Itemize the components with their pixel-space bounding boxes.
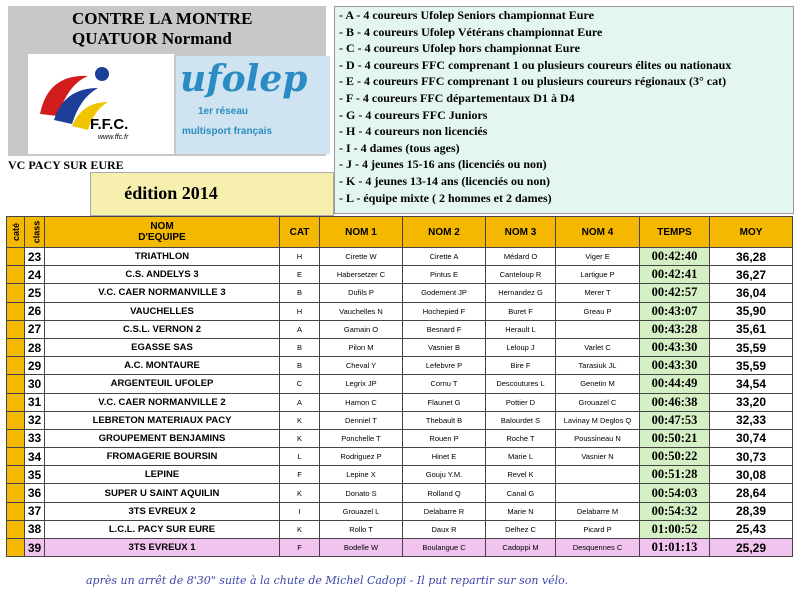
- cell-class: 30: [25, 375, 45, 393]
- cell-nom3: Marie L: [486, 448, 556, 466]
- cell-cat: F: [280, 539, 320, 557]
- cell-nom3: Herault L: [486, 320, 556, 338]
- cell-nom2: Thebault B: [403, 411, 486, 429]
- cell-nom3: Revel K: [486, 466, 556, 484]
- cell-temps: 01:01:13: [640, 539, 710, 557]
- category-item: - H - 4 coureurs non licenciés: [339, 124, 488, 139]
- cell-nom1: Habersetzer C: [320, 266, 403, 284]
- cell-moy: 36,04: [710, 284, 793, 302]
- cell-class: 39: [25, 539, 45, 557]
- cell-nom3: Canteloup R: [486, 266, 556, 284]
- cell-cate: [7, 520, 25, 538]
- cell-team: 3TS EVREUX 2: [45, 502, 280, 520]
- category-item: - G - 4 coureurs FFC Juniors: [339, 107, 488, 122]
- cell-nom3: Roche T: [486, 429, 556, 447]
- table-row: [7, 484, 793, 502]
- cell-class: 25: [25, 284, 45, 302]
- cell-temps: 00:43:30: [640, 357, 710, 375]
- cell-moy: 36,28: [710, 248, 793, 266]
- cell-team: V.C. CAER NORMANVILLE 3: [45, 284, 280, 302]
- category-item: - F - 4 coureurs FFC départementaux D1 à D4: [339, 90, 575, 105]
- cell-class: 33: [25, 429, 45, 447]
- title-line-1: CONTRE LA MONTRE: [72, 9, 253, 28]
- cell-nom1: Cirette W: [320, 248, 403, 266]
- cell-nom4: Poussineau N: [556, 429, 640, 447]
- header-class: class: [25, 217, 45, 248]
- cell-cat: B: [280, 338, 320, 356]
- table-row: [7, 266, 793, 284]
- cell-team: FROMAGERIE BOURSIN: [45, 448, 280, 466]
- cell-moy: 25,29: [710, 539, 793, 557]
- cell-nom1: Rodriguez P: [320, 448, 403, 466]
- cell-team: V.C. CAER NORMANVILLE 2: [45, 393, 280, 411]
- cell-nom2: Hinet E: [403, 448, 486, 466]
- cell-nom2: Flaunet G: [403, 393, 486, 411]
- cell-team: C.S.L. VERNON 2: [45, 320, 280, 338]
- cell-moy: 35,59: [710, 357, 793, 375]
- cell-nom1: Lepine X: [320, 466, 403, 484]
- cell-nom1: Denniel T: [320, 411, 403, 429]
- ffc-url: www.ffc.fr: [98, 134, 129, 141]
- cell-cate: [7, 375, 25, 393]
- cell-class: 24: [25, 266, 45, 284]
- category-item: - I - 4 dames (tous ages): [339, 140, 460, 155]
- table-header-row: [7, 217, 793, 248]
- cell-nom4: Lavinay M Deglos Q: [556, 411, 640, 429]
- category-item: - K - 4 jeunes 13-14 ans (licenciés ou non): [339, 173, 550, 188]
- cell-nom4: Grouazel C: [556, 393, 640, 411]
- page-title: [72, 9, 252, 49]
- cell-nom4: Greau P: [556, 302, 640, 320]
- cell-cate: [7, 448, 25, 466]
- cell-cate: [7, 429, 25, 447]
- header-cate: caté: [7, 217, 25, 248]
- category-item: - E - 4 coureurs FFC comprenant 1 ou plusieurs coureurs régionaux (3° cat): [339, 74, 727, 89]
- cell-nom1: Legrix JP: [320, 375, 403, 393]
- cell-nom3: Pottier D: [486, 393, 556, 411]
- ufolep-text: ufolep: [180, 58, 308, 100]
- cell-nom1: Hamon C: [320, 393, 403, 411]
- cell-temps: 00:47:53: [640, 411, 710, 429]
- table-row: [7, 338, 793, 356]
- cell-team: TRIATHLON: [45, 248, 280, 266]
- cell-team: C.S. ANDELYS 3: [45, 266, 280, 284]
- cell-nom2: Delabarre R: [403, 502, 486, 520]
- cell-nom2: Hochepied F: [403, 302, 486, 320]
- edition-box: [90, 172, 334, 216]
- ufolep-logo: [176, 56, 330, 154]
- header-temps: TEMPS: [640, 217, 710, 248]
- table-row: [7, 429, 793, 447]
- cell-moy: 30,08: [710, 466, 793, 484]
- cell-nom4: Tarasiuk JL: [556, 357, 640, 375]
- cell-cat: B: [280, 284, 320, 302]
- cell-cat: K: [280, 484, 320, 502]
- table-row: [7, 284, 793, 302]
- cell-nom3: Descoutures L: [486, 375, 556, 393]
- cell-temps: 00:51:28: [640, 466, 710, 484]
- cell-class: 27: [25, 320, 45, 338]
- cell-nom3: Canal G: [486, 484, 556, 502]
- cell-team: LEBRETON MATERIAUX PACY: [45, 411, 280, 429]
- cell-class: 26: [25, 302, 45, 320]
- cell-team: ARGENTEUIL UFOLEP: [45, 375, 280, 393]
- cell-nom2: Gouju Y.M.: [403, 466, 486, 484]
- cell-nom4: Viger E: [556, 248, 640, 266]
- cell-moy: 36,27: [710, 266, 793, 284]
- table-row: [7, 248, 793, 266]
- cell-nom3: Médard O: [486, 248, 556, 266]
- cell-temps: 00:44:49: [640, 375, 710, 393]
- cell-nom4: Genetin M: [556, 375, 640, 393]
- header-nom2: NOM 2: [403, 217, 486, 248]
- cell-moy: 32,33: [710, 411, 793, 429]
- cell-cat: E: [280, 266, 320, 284]
- table-row: [7, 302, 793, 320]
- table-row: [7, 539, 793, 557]
- category-item: - J - 4 jeunes 15-16 ans (licenciés ou non): [339, 157, 547, 172]
- cell-nom1: Pilon M: [320, 338, 403, 356]
- cell-class: 31: [25, 393, 45, 411]
- cell-cat: H: [280, 248, 320, 266]
- table-row: [7, 411, 793, 429]
- cell-cate: [7, 502, 25, 520]
- ufolep-sub-2: multisport français: [182, 126, 273, 137]
- cell-cat: F: [280, 466, 320, 484]
- cell-class: 32: [25, 411, 45, 429]
- cell-nom2: Vasnier B: [403, 338, 486, 356]
- cell-moy: 30,73: [710, 448, 793, 466]
- cell-moy: 35,61: [710, 320, 793, 338]
- header-nom3: NOM 3: [486, 217, 556, 248]
- cell-temps: 00:46:38: [640, 393, 710, 411]
- category-legend: [334, 6, 794, 214]
- cell-nom4: Vasnier N: [556, 448, 640, 466]
- results-table: [6, 216, 793, 557]
- category-item: - A - 4 coureurs Ufolep Seniors championnat Eure: [339, 8, 594, 22]
- cell-temps: 00:43:07: [640, 302, 710, 320]
- cell-moy: 28,64: [710, 484, 793, 502]
- cell-nom3: Hernandez G: [486, 284, 556, 302]
- cell-class: 36: [25, 484, 45, 502]
- cell-class: 28: [25, 338, 45, 356]
- cell-cate: [7, 320, 25, 338]
- cell-nom2: Daux R: [403, 520, 486, 538]
- cell-class: 38: [25, 520, 45, 538]
- cell-nom4: Delabarre M: [556, 502, 640, 520]
- cell-nom4: [556, 320, 640, 338]
- table-row: [7, 357, 793, 375]
- cell-nom2: Besnard F: [403, 320, 486, 338]
- cell-class: 23: [25, 248, 45, 266]
- cell-team: GROUPEMENT BENJAMINS: [45, 429, 280, 447]
- table-row: [7, 502, 793, 520]
- handwritten-footnote: après un arrêt de 8'30" suite à la chute de Michel Cadopi - Il put repartir sur son vélo.: [86, 574, 569, 587]
- ffc-text: F.F.C.: [90, 116, 129, 133]
- cell-nom1: Vauchelles N: [320, 302, 403, 320]
- cell-moy: 35,90: [710, 302, 793, 320]
- cell-nom3: Balourdet S: [486, 411, 556, 429]
- cell-moy: 25,43: [710, 520, 793, 538]
- cell-class: 37: [25, 502, 45, 520]
- header-cat: CAT: [280, 217, 320, 248]
- cell-temps: 00:50:22: [640, 448, 710, 466]
- ffc-logo: [28, 54, 174, 154]
- cell-nom4: Varlet C: [556, 338, 640, 356]
- cell-cate: [7, 284, 25, 302]
- cell-nom3: Leloup J: [486, 338, 556, 356]
- cell-team: VAUCHELLES: [45, 302, 280, 320]
- cell-cat: K: [280, 429, 320, 447]
- cell-team: 3TS EVREUX 1: [45, 539, 280, 557]
- cell-nom4: Picard P: [556, 520, 640, 538]
- cell-nom3: Cadoppi M: [486, 539, 556, 557]
- table-row: [7, 393, 793, 411]
- header-team: NOM D'EQUIPE: [45, 217, 280, 248]
- cell-nom1: Ponchelle T: [320, 429, 403, 447]
- cell-cate: [7, 302, 25, 320]
- cell-nom4: Desquennes C: [556, 539, 640, 557]
- cell-cate: [7, 539, 25, 557]
- cell-cate: [7, 248, 25, 266]
- cell-nom3: Delhez C: [486, 520, 556, 538]
- edition-label: édition 2014: [124, 183, 218, 203]
- cell-moy: 28,39: [710, 502, 793, 520]
- cell-class: 35: [25, 466, 45, 484]
- table-row: [7, 448, 793, 466]
- cell-temps: 00:54:32: [640, 502, 710, 520]
- cell-class: 29: [25, 357, 45, 375]
- cell-temps: 01:00:52: [640, 520, 710, 538]
- cell-nom2: Rolland Q: [403, 484, 486, 502]
- table-row: [7, 375, 793, 393]
- category-item: - C - 4 coureurs Ufolep hors championnat Eure: [339, 41, 580, 56]
- cell-cat: C: [280, 375, 320, 393]
- club-name: VC PACY SUR EURE: [8, 158, 124, 172]
- cell-team: EGASSE SAS: [45, 338, 280, 356]
- cell-moy: 33,20: [710, 393, 793, 411]
- cell-cate: [7, 484, 25, 502]
- cell-cat: I: [280, 502, 320, 520]
- cell-nom1: Donato S: [320, 484, 403, 502]
- cell-nom1: Dufils P: [320, 284, 403, 302]
- cell-nom3: Marie N: [486, 502, 556, 520]
- cell-temps: 00:43:30: [640, 338, 710, 356]
- cell-temps: 00:50:21: [640, 429, 710, 447]
- table-row: [7, 466, 793, 484]
- cell-nom2: Lefebvre P: [403, 357, 486, 375]
- cell-nom2: Rouen P: [403, 429, 486, 447]
- cell-team: LEPINE: [45, 466, 280, 484]
- cell-cat: B: [280, 357, 320, 375]
- cell-nom1: Bodelle W: [320, 539, 403, 557]
- cell-nom4: Lartigue P: [556, 266, 640, 284]
- table-row: [7, 320, 793, 338]
- ufolep-sub-1: 1er réseau: [198, 106, 249, 117]
- cell-cate: [7, 466, 25, 484]
- header-nom1: NOM 1: [320, 217, 403, 248]
- cell-nom4: [556, 484, 640, 502]
- cell-temps: 00:54:03: [640, 484, 710, 502]
- cell-nom4: Merer T: [556, 284, 640, 302]
- cell-nom1: Rollo T: [320, 520, 403, 538]
- cell-nom2: Cirette A: [403, 248, 486, 266]
- category-item: - D - 4 coureurs FFC comprenant 1 ou plusieurs coureurs élites ou nationaux: [339, 57, 732, 72]
- category-item: - B - 4 coureurs Ufolep Vétérans championnat Eure: [339, 24, 603, 39]
- cell-moy: 30,74: [710, 429, 793, 447]
- cell-cate: [7, 411, 25, 429]
- cell-cat: K: [280, 520, 320, 538]
- cell-nom2: Cornu T: [403, 375, 486, 393]
- cell-cat: K: [280, 411, 320, 429]
- cell-cate: [7, 393, 25, 411]
- cell-temps: 00:43:28: [640, 320, 710, 338]
- cell-cate: [7, 266, 25, 284]
- cell-nom2: Boulangue C: [403, 539, 486, 557]
- category-item: - L - équipe mixte ( 2 hommes et 2 dames): [339, 190, 552, 205]
- cell-moy: 34,54: [710, 375, 793, 393]
- cell-nom3: Buret F: [486, 302, 556, 320]
- cell-cat: A: [280, 393, 320, 411]
- cell-cat: H: [280, 302, 320, 320]
- header-moy: MOY: [710, 217, 793, 248]
- cell-temps: 00:42:57: [640, 284, 710, 302]
- cell-team: A.C. MONTAURE: [45, 357, 280, 375]
- cell-nom3: Bire F: [486, 357, 556, 375]
- cell-team: L.C.L. PACY SUR EURE: [45, 520, 280, 538]
- cell-class: 34: [25, 448, 45, 466]
- table-row: [7, 520, 793, 538]
- cell-temps: 00:42:41: [640, 266, 710, 284]
- cell-cate: [7, 357, 25, 375]
- cell-cate: [7, 338, 25, 356]
- cell-nom1: Grouazel L: [320, 502, 403, 520]
- cell-team: SUPER U SAINT AQUILIN: [45, 484, 280, 502]
- cell-temps: 00:42:40: [640, 248, 710, 266]
- cell-nom1: Gamain O: [320, 320, 403, 338]
- cell-nom4: [556, 466, 640, 484]
- cell-moy: 35,59: [710, 338, 793, 356]
- header-nom4: NOM 4: [556, 217, 640, 248]
- cell-nom2: Pintus E: [403, 266, 486, 284]
- cell-nom2: Godement JP: [403, 284, 486, 302]
- cell-cat: A: [280, 320, 320, 338]
- cell-nom1: Cheval Y: [320, 357, 403, 375]
- cell-cat: L: [280, 448, 320, 466]
- title-line-2: QUATUOR Normand: [72, 29, 232, 48]
